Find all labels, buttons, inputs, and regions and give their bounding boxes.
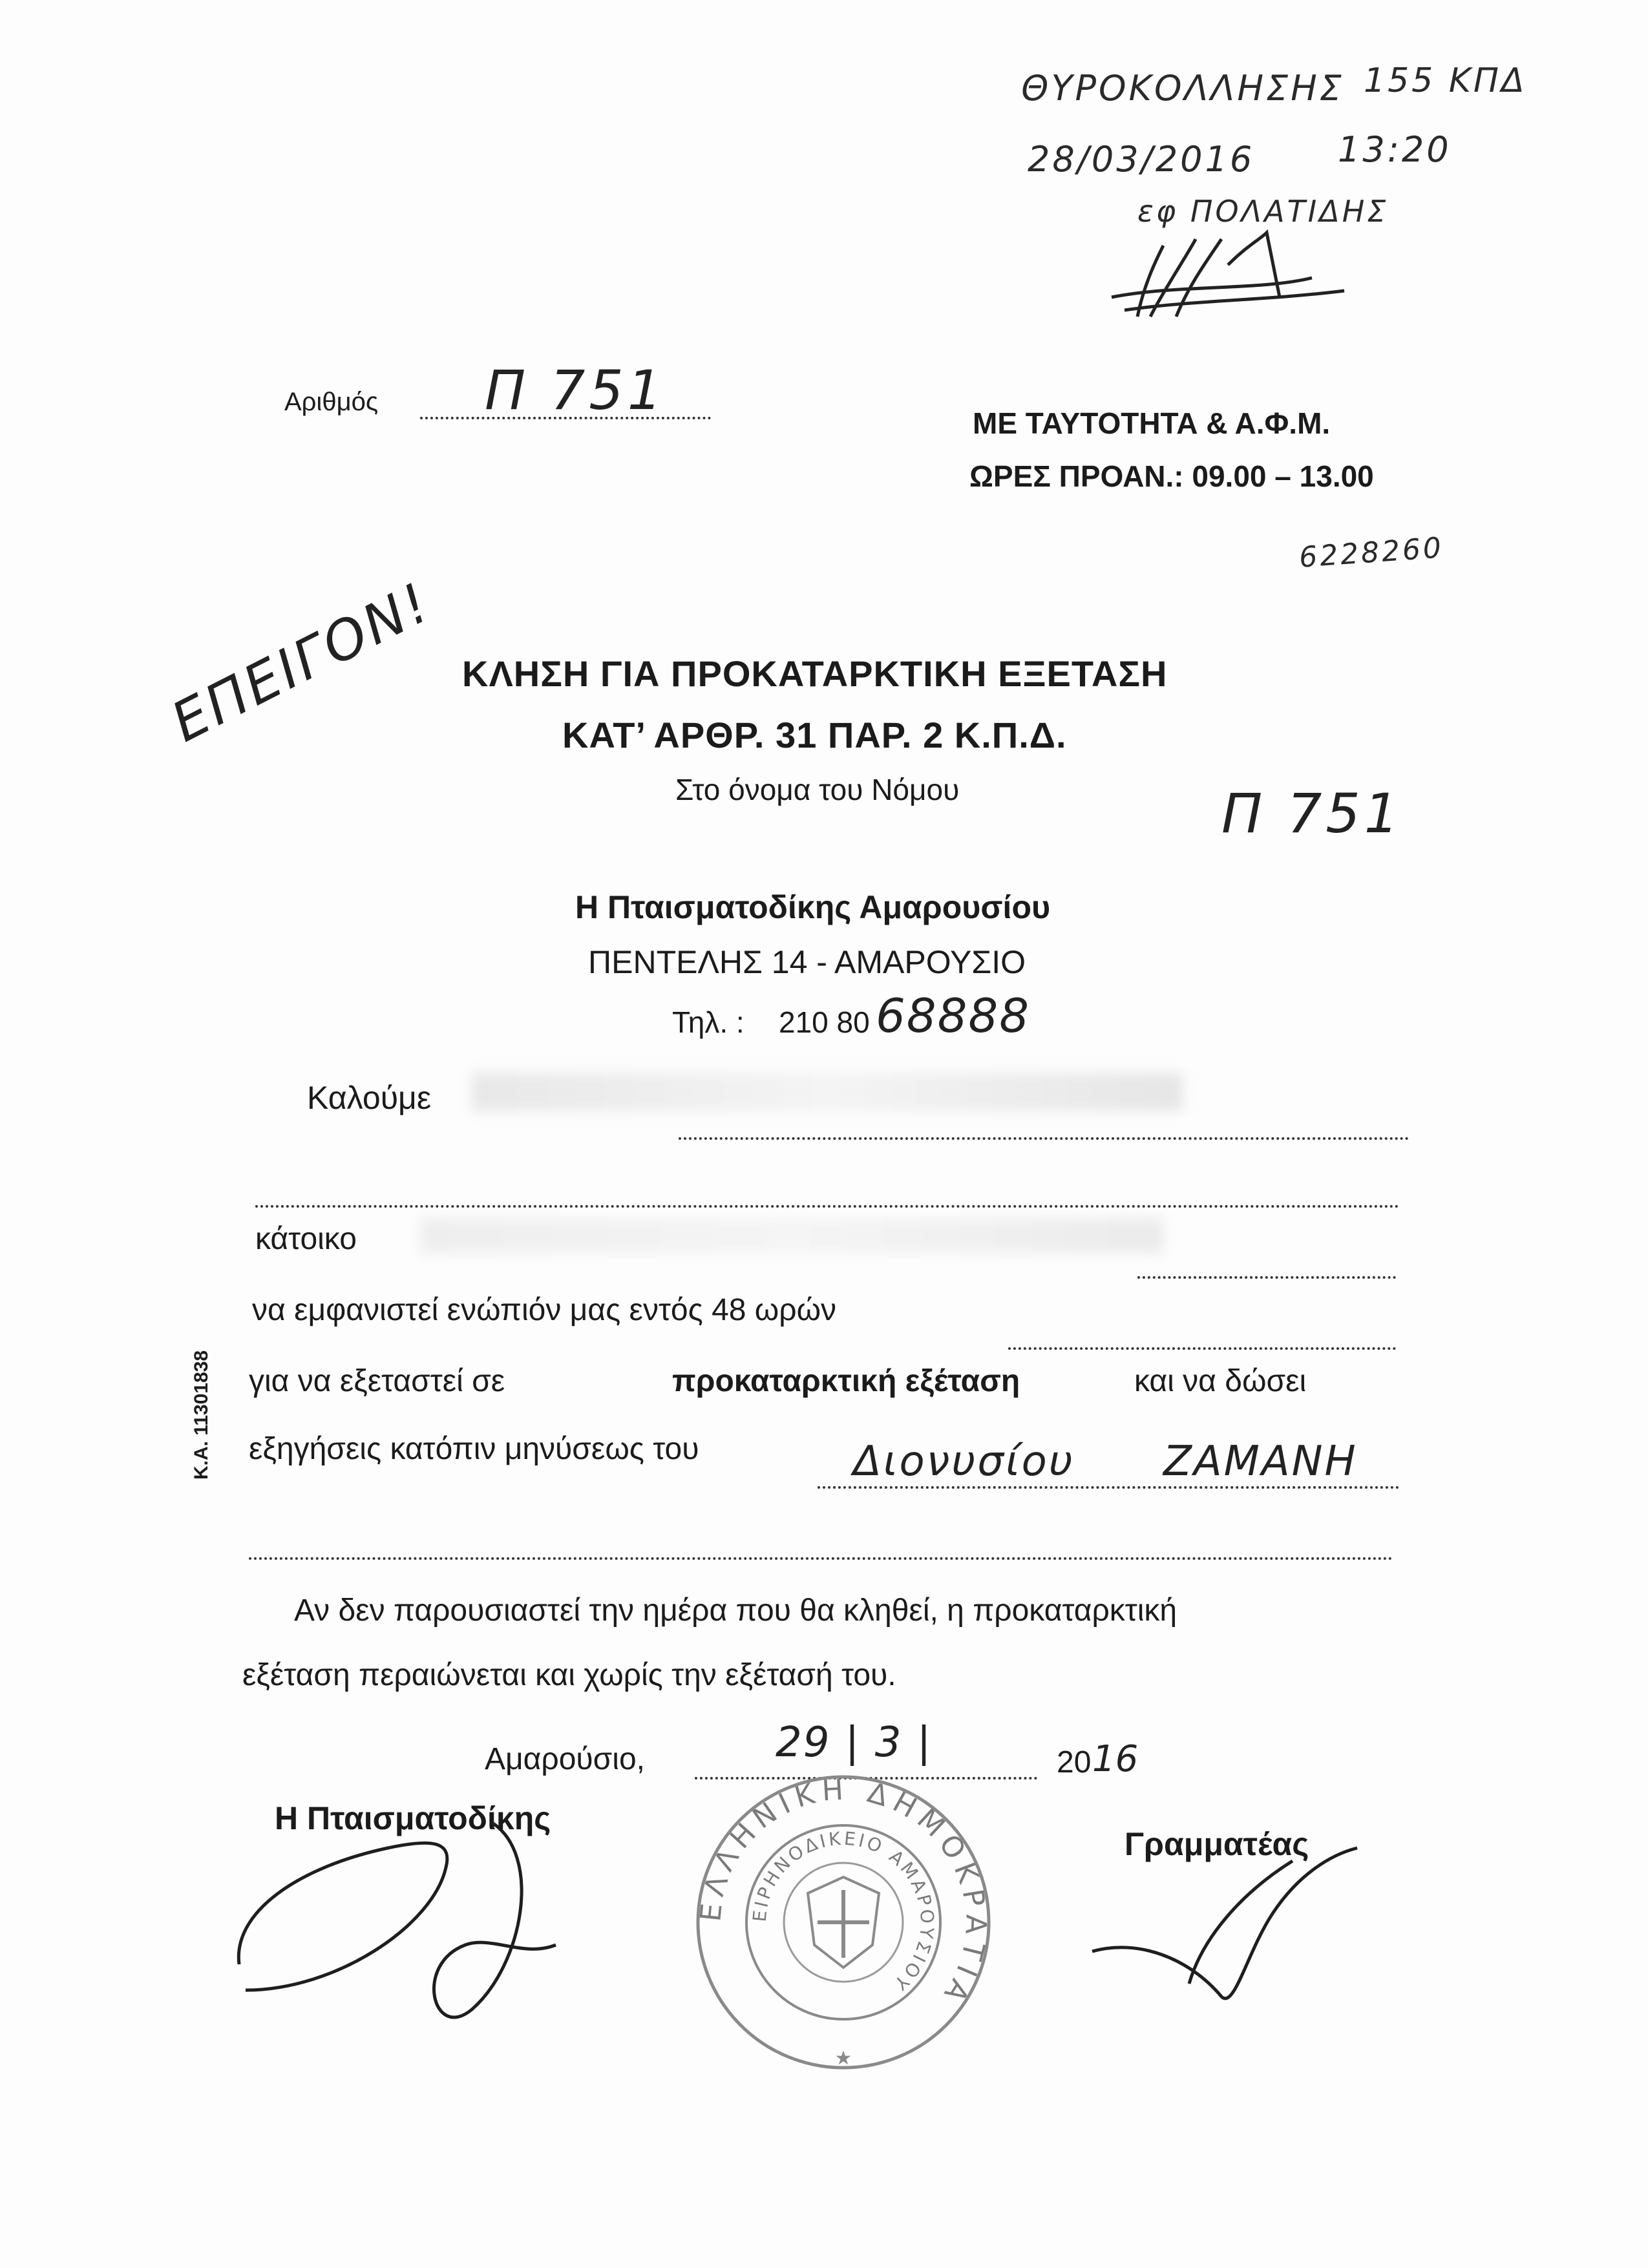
handwritten-article-ref: 155 ΚΠΔ [1364, 61, 1527, 100]
secretary-label: Γραμματέας [1125, 1826, 1309, 1862]
handwritten-posting-note: ΘΥΡΟΚΟΛΛΗΣΗΣ [1021, 68, 1344, 109]
resident-dotted-line [1137, 1276, 1396, 1279]
bailiff-signature [1099, 220, 1370, 330]
seal-star-icon: ★ [834, 2047, 852, 2070]
side-code: Κ.Α. 11301838 [191, 1350, 212, 1480]
blank-dotted-line-2 [249, 1557, 1393, 1560]
judge-signature [220, 1796, 607, 2029]
notice-line-2: εξέταση περαιώνεται και χωρίς την εξέτασή του. [242, 1658, 896, 1692]
redacted-name [472, 1073, 1183, 1111]
explanation-text: εξηγήσεις κατόπιν μηνύσεως του [249, 1432, 699, 1466]
court-seal [692, 1770, 995, 2074]
legal-article-ref: ΚΑΤ’ ΑΡΘΡ. 31 ΠΑΡ. 2 Κ.Π.Δ. [562, 715, 1067, 755]
handwritten-ref-number: 6228260 [1298, 531, 1445, 574]
redacted-address [420, 1218, 1163, 1254]
examine-text-bold: προκαταρκτική εξέταση [672, 1364, 1020, 1398]
office-hours-note: ΩΡΕΣ ΠΡΟΑΝ.: 09.00 – 13.00 [969, 459, 1374, 493]
judge-label: Η Πταισματοδίκης [275, 1800, 551, 1836]
number-label: Αριθμός [284, 388, 379, 416]
appear-dotted-line [1008, 1347, 1396, 1350]
complainant-dotted-line [818, 1486, 1399, 1489]
phone-prefix: 210 80 [779, 1005, 870, 1039]
handwritten-date: 29 | 3 | [776, 1719, 933, 1767]
id-requirement-note: ΜΕ ΤΑΥΤΟΤΗΤΑ & Α.Φ.Μ. [973, 406, 1331, 440]
phone-handwritten-suffix: 68888 [876, 989, 1031, 1043]
resident-label: κάτοικο [255, 1222, 357, 1256]
urgent-handwritten-mark: ΕΠΕΙΓΟΝ! [162, 570, 441, 755]
in-the-name-of-law: Στο όνομα του Νόμου [675, 773, 960, 806]
phone-label: Τηλ. : [672, 1005, 745, 1039]
examine-text-post: και να δώσει [1134, 1364, 1307, 1398]
court-seal-graphic [692, 1770, 995, 2074]
seal-inner-text: ΕΙΡΗΝΟΔΙΚΕΙΟ ΑΜΑΡΟΥΣΙΟΥ [748, 1827, 938, 1996]
notice-line-1: Αν δεν παρουσιαστεί την ημέρα που θα κληθεί, η προκαταρκτική [294, 1593, 1178, 1628]
place-label: Αμαρούσιο, [485, 1742, 645, 1776]
secretary-signature [1086, 1842, 1370, 2010]
complainant-first-name: Διονυσίου [853, 1438, 1075, 1486]
document-title: ΚΛΗΣΗ ΓΙΑ ΠΡΟΚΑΤΑΡΚΤΙΚΗ ΕΞΕΤΑΣΗ [462, 653, 1168, 694]
examine-text-pre: για να εξεταστεί σε [249, 1364, 505, 1398]
court-name: Η Πταισματοδίκης Αμαρουσίου [575, 889, 1051, 925]
summon-dotted-line [679, 1137, 1409, 1140]
handwritten-posting-date: 28/03/2016 [1028, 139, 1255, 180]
year-handwritten: 16 [1092, 1738, 1139, 1780]
handwritten-case-ref: Π 751 [1221, 782, 1403, 845]
blank-dotted-line-1 [255, 1205, 1399, 1208]
court-address: ΠΕΝΤΕΛΗΣ 14 - ΑΜΑΡΟΥΣΙΟ [588, 944, 1026, 980]
appear-instruction: να εμφανιστεί ενώπιόν μας εντός 48 ωρών [252, 1293, 837, 1327]
handwritten-posting-time: 13:20 [1338, 129, 1452, 170]
year-prefix: 20 [1057, 1745, 1092, 1780]
summon-label: Καλούμε [307, 1080, 432, 1116]
seal-outer-text: ΕΛΛΗΝΙΚΗ ΔΗΜΟΚΡΑΤΙΑ [694, 1773, 993, 2013]
handwritten-case-number: Π 751 [485, 359, 666, 422]
handwritten-bailiff-name: εφ ΠΟΛΑΤΙΔΗΣ [1137, 194, 1389, 229]
complainant-last-name: ΖΑΜΑΝΗ [1163, 1438, 1358, 1486]
